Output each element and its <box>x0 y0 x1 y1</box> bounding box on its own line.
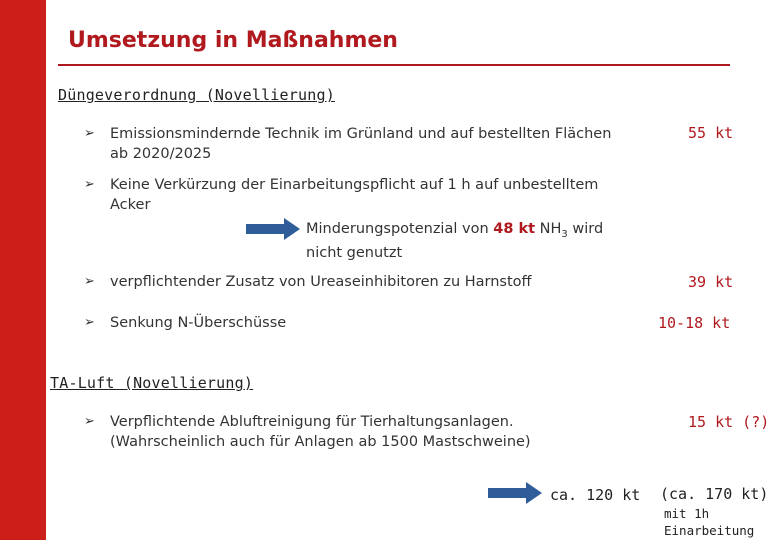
bullet-text-line: ab 2020/2025 <box>110 146 212 162</box>
bullet-ureaseinhibitoren <box>84 272 644 292</box>
value-39-kt: 39 kt <box>688 273 734 291</box>
bullet-text-line: (Wahrscheinlich auch für Anlagen ab 1500 Mastschweine) <box>110 434 531 450</box>
bullet-text-line: Acker <box>110 197 151 213</box>
bullet-einarbeitungspflicht <box>84 175 664 215</box>
bullet-arrow-icon <box>84 313 110 333</box>
bullet-arrow-icon <box>84 124 110 164</box>
bullet-arrow-icon <box>84 175 110 215</box>
value-55-kt: 55 kt <box>688 124 734 142</box>
einarbeitung-note: mit 1h Einarbeitung <box>664 506 755 538</box>
section-heading-duengeverordnung: Düngeverordnung (Novellierung) <box>58 86 335 104</box>
value-10-18-kt: 10-18 kt <box>658 314 731 332</box>
blue-arrow-icon <box>488 482 542 504</box>
bullet-senkung-n-ueberschuesse <box>84 313 484 333</box>
bullet-text-line: Keine Verkürzung der Einarbeitungspflicht auf 1 h auf unbestelltem <box>110 177 599 193</box>
total-ca-170-kt: (ca. 170 kt) <box>660 485 769 503</box>
bullet-arrow-icon <box>84 412 110 452</box>
slide-title: Umsetzung in Maßnahmen <box>68 28 398 53</box>
blue-arrow-icon <box>246 218 300 240</box>
bullet-text-line: Senkung N-Überschüsse <box>110 315 287 331</box>
minderungspotenzial-note: Minderungspotenzial von 48 kt $NH_3$ wird nicht genutzt <box>306 221 604 261</box>
bullet-abluftreinigung <box>84 412 644 452</box>
bullet-arrow-icon <box>84 272 110 292</box>
bullet-emissionsmindernde-technik <box>84 124 664 164</box>
value-15-kt: 15 kt (?) <box>688 413 770 431</box>
bullet-text-line: Emissionsmindernde Technik im Grünland und auf bestellten Flächen <box>110 126 612 142</box>
bullet-text-line: Verpflichtende Abluftreinigung für Tierhaltungsanlagen. <box>110 414 514 430</box>
accent-side-bar <box>0 0 46 540</box>
total-ca-120-kt: ca. 120 kt <box>550 486 641 504</box>
section-heading-ta-luft: TA-Luft (Novellierung) <box>50 374 254 392</box>
title-underline <box>58 64 730 66</box>
highlight-48-kt: 48 kt <box>493 221 536 237</box>
bullet-text-line: verpflichtender Zusatz von Ureaseinhibitoren zu Harnstoff <box>110 274 532 290</box>
